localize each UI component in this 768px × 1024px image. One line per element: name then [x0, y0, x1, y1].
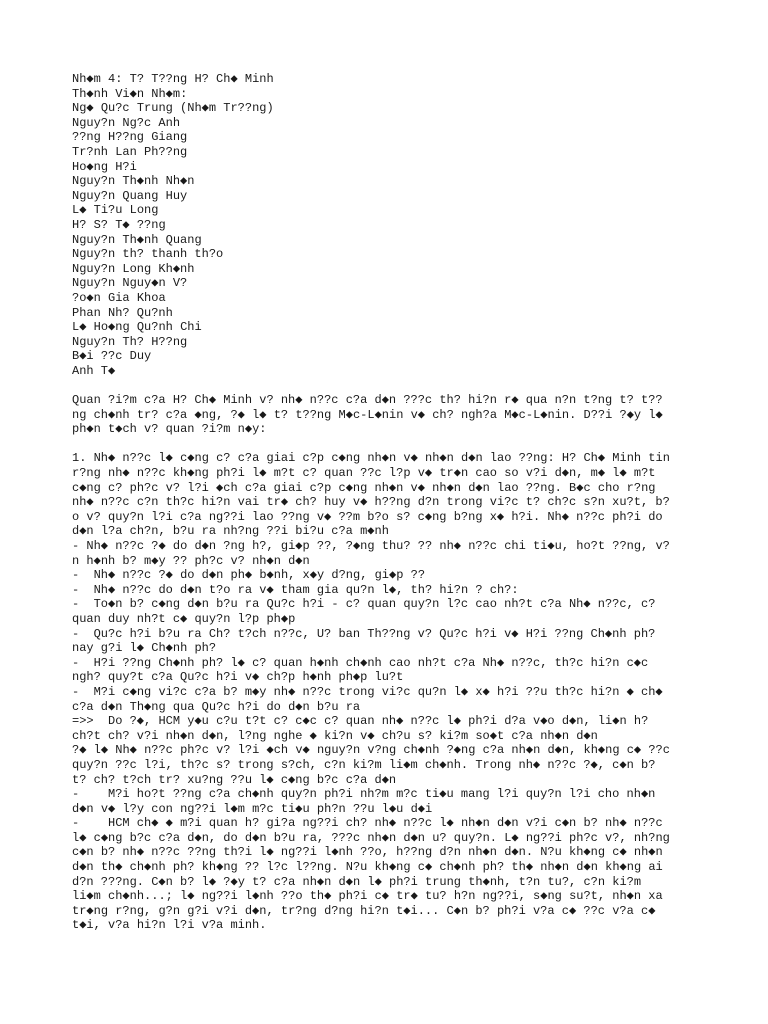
- member-name: Anh T◆: [72, 363, 116, 378]
- member-name: L◆ Ho◆ng Qu?nh Chi: [72, 320, 202, 335]
- document-page: [72, 72, 712, 933]
- text-line: - Nh◆ n??c ?◆ do d◆n ?ng h?, gi◆p ??, ?◆ng thu? ?? nh◆ n??c chi ti◆u, ho?t ??ng, v?: [72, 539, 670, 553]
- member-name: B◆i ??c Duy: [72, 349, 152, 364]
- member-name: Nguy?n Long Kh◆nh: [72, 261, 195, 276]
- text-line: =>> Do ?◆, HCM y◆u c?u t?t c? c◆c c? quan nh◆ n??c l◆ ph?i d?a v◆o d◆n, li◆n h?: [72, 714, 649, 729]
- intro-paragraph: [72, 393, 712, 437]
- text-line: - M?i c◆ng vi?c c?a b? m◆y nh◆ n??c trong vi?c qu?n l◆ x◆ h?i ??u th?c hi?n ◆ ch◆: [72, 684, 663, 699]
- members-label: Th◆nh Vi◆n Nh◆m:: [72, 86, 188, 101]
- text-line: - To◆n b? c◆ng d◆n b?u ra Qu?c h?i - c? quan quy?n l?c cao nh?t c?a Nh◆ n??c, c?: [72, 597, 656, 612]
- spacer: [72, 437, 712, 452]
- text-line: quy?n ??c l?i, th?c s? trong s?ch, c?n ki?m li◆m ch◆nh. Trong nh◆ n??c ?◆, c◆n b?: [72, 757, 656, 772]
- text-line: d◆n th◆ ch◆nh ph? kh◆ng ?? l?c l??ng. N?u kh◆ng c◆ ch◆nh ph? th◆ nh◆n d◆n kh◆ng ai: [72, 860, 663, 875]
- text-line: o v? quy?n l?i c?a ng??i lao ??ng v◆ ??m b?o s? c◆ng b?ng x◆ h?i. Nh◆ n??c ph?i do: [72, 509, 663, 524]
- text-line: ?◆ l◆ Nh◆ n??c ph?c v? l?i ◆ch v◆ nguy?n v?ng ch◆nh ?◆ng c?a nh◆n d◆n, kh◆ng c◆ ??c: [72, 743, 670, 758]
- member-name: H? S? T◆ ??ng: [72, 217, 166, 232]
- text-line: nay g?i l◆ Ch◆nh ph?: [72, 641, 217, 656]
- text-line: - H?i ??ng Ch◆nh ph? l◆ c? quan h◆nh ch◆nh cao nh?t c?a Nh◆ n??c, th?c hi?n c◆c: [72, 655, 649, 670]
- text-line: ch?t ch? v?i nh◆n d◆n, l?ng nghe ◆ ki?n v◆ ch?u s? ki?m so◆t c?a nh◆n d◆n: [72, 728, 598, 743]
- member-name: L◆ Ti?u Long: [72, 203, 159, 218]
- member-name: ??ng H??ng Giang: [72, 130, 188, 145]
- member-name: Phan Nh? Qu?nh: [72, 305, 173, 320]
- section-1: [72, 451, 712, 933]
- member-list: [72, 101, 712, 378]
- text-line: t◆i, v?a hi?n l?i v?a minh.: [72, 918, 267, 933]
- text-line: n h◆nh b? m◆y ?? ph?c v? nh◆n d◆n: [72, 553, 310, 568]
- spacer: [72, 378, 712, 393]
- text-line: ng ch◆nh tr? c?a ◆ng, ?◆ l◆ t? t??ng M◆c-L◆nin v◆ ch? ngh?a M◆c-L◆nin. D??i ?◆y l◆: [72, 407, 663, 422]
- member-name: Ho◆ng H?i: [72, 159, 137, 174]
- text-line: li◆m ch◆nh...; l◆ ng??i l◆nh ??o th◆ ph?i c◆ tr◆ tu? h?n ng??i, s◆ng su?t, nh◆n xa: [72, 889, 663, 904]
- text-line: ph◆n t◆ch v? quan ?i?m n◆y:: [72, 422, 267, 437]
- text-line: c◆ng c? ph?c v? l?i ◆ch c?a giai c?p c◆ng nh◆n v◆ nh◆n d◆n lao ??ng. B◆c cho r?ng: [72, 480, 656, 495]
- text-line: Quan ?i?m c?a H? Ch◆ Minh v? nh◆ n??c c?a d◆n ???c th? hi?n r◆ qua n?n t?ng t? t??: [72, 393, 663, 408]
- text-line: d◆n v◆ l?y con ng??i l◆m m?c ti◆u ph?n ??u l◆u d◆i: [72, 801, 433, 816]
- member-name: Nguy?n Th? H??ng: [72, 334, 188, 349]
- text-line: tr◆ng r?ng, g?n g?i v?i d◆n, tr?ng d?ng hi?n t◆i... C◆n b? ph?i v?a c◆ ??c v?a c◆: [72, 903, 656, 918]
- text-line: - M?i ho?t ??ng c?a ch◆nh quy?n ph?i nh?m m?c ti◆u mang l?i quy?n l?i cho nh◆n: [72, 787, 656, 802]
- text-line: r?ng nh◆ n??c kh◆ng ph?i l◆ m?t c? quan ??c l?p v◆ tr◆n cao so v?i d◆n, m◆ l◆ m?t: [72, 466, 656, 481]
- text-line: l◆ c◆ng b?c c?a d◆n, do d◆n b?u ra, ???c nh◆n d◆n u? quy?n. L◆ ng??i ph?c v?, nh?ng: [72, 830, 670, 845]
- text-line: - Qu?c h?i b?u ra Ch? t?ch n??c, U? ban Th??ng v? Qu?c h?i v◆ H?i ??ng Ch◆nh ph?: [72, 626, 656, 641]
- text-line: t? ch? t?ch tr? xu?ng ??u l◆ c◆ng b?c c?a d◆n: [72, 772, 397, 787]
- member-name: Nguy?n Nguy◆n V?: [72, 276, 188, 291]
- text-line: ngh? quy?t c?a Qu?c h?i v◆ ch?p h◆nh ph◆p lu?t: [72, 670, 404, 685]
- member-name: Nguy?n Quang Huy: [72, 188, 188, 203]
- member-name: Ng◆ Qu?c Trung (Nh◆m Tr??ng): [72, 101, 274, 116]
- text-line: c?a d◆n Th◆ng qua Qu?c h?i do d◆n b?u ra: [72, 699, 361, 714]
- text-line: quan duy nh?t c◆ quy?n l?p ph◆p: [72, 611, 296, 626]
- member-name: Nguy?n Th◆nh Nh◆n: [72, 174, 195, 189]
- member-name: ?o◆n Gia Khoa: [72, 290, 166, 305]
- text-line: - Nh◆ n??c ?◆ do d◆n ph◆ b◆nh, x◆y d?ng, gi◆p ??: [72, 568, 426, 583]
- text-line: c◆n b? nh◆ n??c ??ng th?i l◆ ng??i l◆nh ??o, h??ng d?n nh◆n d◆n. N?u kh◆ng c◆ nh◆n: [72, 845, 663, 860]
- text-line: nh◆ n??c c?n th?c hi?n vai tr◆ ch? huy v◆ h??ng d?n trong vi?c t? ch?c s?n xu?t, b?: [72, 495, 670, 510]
- text-line: d?n ???ng. C◆n b? l◆ ?◆y t? c?a nh◆n d◆n l◆ ph?i trung th◆nh, t?n tu?, c?n ki?m: [72, 874, 642, 889]
- group-heading: Nh◆m 4: T? T??ng H? Ch◆ Minh: [72, 72, 274, 86]
- member-name: Nguy?n Th◆nh Quang: [72, 232, 202, 247]
- text-line: d◆n l?a ch?n, b?u ra nh?ng ??i bi?u c?a m◆nh: [72, 524, 389, 539]
- member-name: Nguy?n Ng?c Anh: [72, 115, 181, 130]
- text-line: - HCM ch◆ ◆ m?i quan h? gi?a ng??i ch? nh◆ n??c l◆ nh◆n d◆n v?i c◆n b? nh◆ n??c: [72, 816, 663, 831]
- text-line: - Nh◆ n??c do d◆n t?o ra v◆ tham gia qu?n l◆, th? hi?n ? ch?:: [72, 582, 519, 597]
- member-name: Nguy?n th? thanh th?o: [72, 247, 224, 262]
- member-name: Tr?nh Lan Ph??ng: [72, 144, 188, 159]
- text-line: 1. Nh◆ n??c l◆ c◆ng c? c?a giai c?p c◆ng nh◆n v◆ nh◆n d◆n lao ??ng: H? Ch◆ Minh tin: [72, 451, 670, 466]
